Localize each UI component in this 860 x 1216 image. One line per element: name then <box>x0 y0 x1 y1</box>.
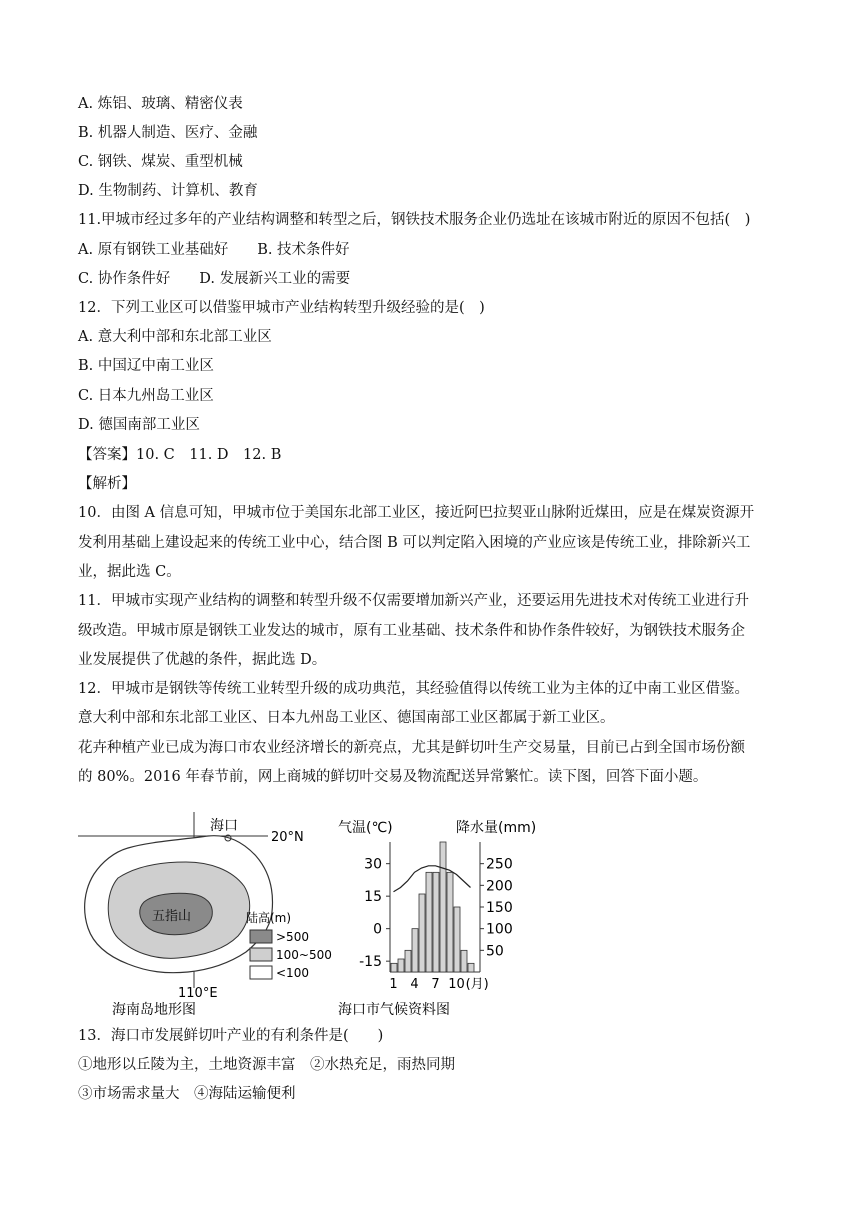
precip-bar <box>405 950 411 972</box>
precip-tick-label: 250 <box>486 856 513 873</box>
text-line: ①地形以丘陵为主，土地资源丰富 ②水热充足，雨热同期 <box>78 1057 455 1073</box>
text-line: A. 炼铝、玻璃、精密仪表 <box>78 96 243 112</box>
hainan-terrain-map <box>78 812 332 1018</box>
text-line: C. 协作条件好 D. 发展新兴工业的需要 <box>78 271 351 287</box>
text-line: ③市场需求量大 ④海陆运输便利 <box>78 1086 296 1102</box>
text-line: 【答案】10. C 11. D 12. B <box>78 447 282 463</box>
climate-chart <box>338 819 536 1018</box>
temp-tick-label: 0 <box>373 921 382 938</box>
legend-swatch-high <box>250 930 272 943</box>
temp-axis-label: 气温(℃) <box>338 820 393 836</box>
map-caption: 海南岛地形图 <box>112 1002 196 1018</box>
text-line: 12．下列工业区可以借鉴甲城市产业结构转型升级经验的是( ) <box>78 300 485 316</box>
text-line: 意大利中部和东北部工业区、日本九州岛工业区、德国南部工业区都属于新工业区。 <box>78 710 615 726</box>
month-tick-label: 7 <box>431 977 440 992</box>
legend-label-high: >500 <box>276 930 309 944</box>
text-line: 级改造。甲城市原是钢铁工业发达的城市，原有工业基础、技术条件和协作条件较好，为钢铁技术服务企 <box>78 623 745 639</box>
precip-bar <box>440 842 446 972</box>
text-line: B. 中国辽中南工业区 <box>78 358 214 374</box>
figure-hainan <box>78 812 538 1022</box>
legend-label-mid: 100~500 <box>276 948 332 962</box>
precip-axis-label: 降水量(mm) <box>456 820 537 836</box>
text-line: 12．甲城市是钢铁等传统工业转型升级的成功典范，其经验值得以传统工业为主体的辽中南工业区借鉴。 <box>78 681 749 697</box>
text-line: 业发展提供了优越的条件，据此选 D。 <box>78 652 327 668</box>
chart-caption: 海口市气候资料图 <box>338 1002 450 1018</box>
map-city-label: 海口 <box>210 818 238 834</box>
precip-tick-label: 150 <box>486 900 513 916</box>
precip-bar <box>398 959 404 972</box>
text-line: 【解析】 <box>78 476 136 492</box>
map-lon-label: 110°E <box>178 986 218 1001</box>
text-line: 业，据此选 C。 <box>78 564 181 580</box>
text-line: A. 意大利中部和东北部工业区 <box>78 329 272 345</box>
map-lat-label: 20°N <box>271 830 304 845</box>
month-unit-label: (月) <box>465 977 489 992</box>
precip-bar <box>433 872 439 972</box>
precip-tick-label: 200 <box>486 878 513 895</box>
text-line: D. 德国南部工业区 <box>78 417 200 433</box>
precip-bar <box>447 872 453 972</box>
text-line: 的 80%。2016 年春节前，网上商城的鲜切叶交易及物流配送异常繁忙。读下图，回答下面小题。 <box>78 769 708 785</box>
text-line: C. 钢铁、煤炭、重型机械 <box>78 154 243 170</box>
temp-tick-label: -15 <box>359 954 382 971</box>
temp-tick-label: 30 <box>364 856 382 873</box>
precip-bar <box>419 894 425 972</box>
text-line: 11.甲城市经过多年的产业结构调整和转型之后，钢铁技术服务企业仍选址在该城市附近的原因不包括( ) <box>78 212 751 228</box>
map-mountain-label: 五指山 <box>152 909 192 924</box>
precip-bar <box>468 963 474 972</box>
precip-bar <box>412 929 418 972</box>
precip-tick-label: 50 <box>486 943 504 960</box>
figure-svg <box>78 812 538 1022</box>
precip-bar <box>426 872 432 972</box>
map-legend-title: 陆高(m) <box>246 911 292 925</box>
text-line: 13．海口市发展鲜切叶产业的有利条件是( ) <box>78 1028 384 1044</box>
text-line: 11．甲城市实现产业结构的调整和转型升级不仅需要增加新兴产业，还要运用先进技术对传统工业进行升 <box>78 593 749 609</box>
text-line: B. 机器人制造、医疗、金融 <box>78 125 258 141</box>
text-line: 10．由图 A 信息可知，甲城市位于美国东北部工业区，接近阿巴拉契亚山脉附近煤田，应是在煤炭资源开 <box>78 505 755 521</box>
month-tick-label: 1 <box>389 977 398 992</box>
month-tick-label: 10 <box>448 977 465 992</box>
text-line: A. 原有钢铁工业基础好 B. 技术条件好 <box>78 242 350 258</box>
legend-swatch-low <box>250 966 272 979</box>
text-line: 花卉种植产业已成为海口市农业经济增长的新亮点，尤其是鲜切叶生产交易量，目前已占到全国市场份额 <box>78 740 745 756</box>
month-tick-label: 4 <box>410 977 419 992</box>
precip-bar <box>454 907 460 972</box>
precip-bar <box>391 963 397 972</box>
precip-bar <box>461 950 467 972</box>
legend-label-low: <100 <box>276 966 309 980</box>
legend-swatch-mid <box>250 948 272 961</box>
text-line: C. 日本九州岛工业区 <box>78 388 214 404</box>
temp-tick-label: 15 <box>364 889 382 906</box>
text-line: 发利用基础上建设起来的传统工业中心，结合图 B 可以判定陷入困境的产业应该是传统工业，排除新兴工 <box>78 535 751 551</box>
precip-tick-label: 100 <box>486 921 513 938</box>
text-line: D. 生物制药、计算机、教育 <box>78 183 258 199</box>
